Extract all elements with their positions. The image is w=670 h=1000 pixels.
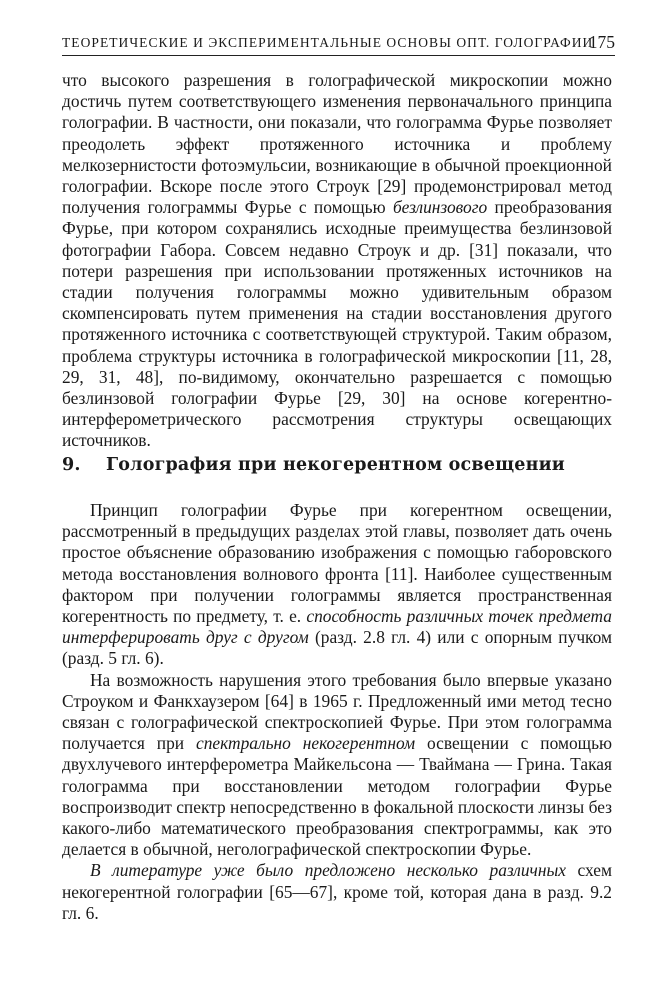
section-number: 9. — [62, 455, 81, 475]
section-text-block — [62, 500, 612, 924]
section-heading — [62, 455, 612, 475]
paragraph1-italic: способность различных точек предмета интерферировать друг с другом — [62, 606, 612, 648]
paragraph1-part1: Принцип голографии Фурье при когерентном освещении, рассмотренный в предыдущих разделах этой главы, позволяет дать очень простое объяснение образованию изображения с помощью габоровского метода восстановления волнового фронта [11]. Наиболее существенным фактором при получении голограммы является пространственная когерентность по предмету, т. е. — [62, 500, 612, 627]
continuation-paragraph — [62, 70, 612, 452]
continuation-text-part2: преобразования Фурье, при котором сохранялись исходные преимущества безлинзовой фотографии Габора. Совсем недавно Строук и др. [31] показали, что потери разрешения при использовании протяженных источников на стадии получения голограммы можно удивительным образом скомпенсировать путем применения на стадии восстановления другого протяженного источника с соответствующей структурой. Таким образом, проблема структуры источника в голографической микроскопии [11, 28, 29, 31, 48], по-видимому, окончательно разрешается с помощью безлинзовой голографии Фурье [29, 30] на основе когерентно-интерферометрического рассмотрения структуры освещающих источников. — [62, 197, 612, 451]
paragraph3-italic: В литературе уже было предложено несколько различных — [90, 860, 566, 881]
continuation-italic-term: безлинзового — [392, 197, 488, 218]
paragraph2-italic: спектрально некогерентном — [196, 733, 416, 754]
paragraph-violation — [62, 670, 612, 861]
continuation-text-part1: что высокого разрешения в голографической микроскопии можно достичь путем соответствующего изменения первоначального принципа голографии. В частности, они показали, что голограмма Фурье позволяет преодолеть эффект протяженного источника и проблему мелкозернистости фотоэмульсии, возникающие в обычной проекционной голографии. Вскоре после этого Строук [29] продемонстрировал метод получения голограммы Фурье с помощью — [62, 70, 612, 218]
page-number: 175 — [588, 32, 615, 52]
running-header — [62, 33, 615, 56]
paragraph2-part2: освещении с помощью двухлучевого интерферометра Майкельсона — Тваймана — Грина. Такая голограмма при восстановлении методом голографии Фурье воспроизводит спектр непосредственно в фокальной плоскости линзы без какого-либо математического преобразования спектрограммы, как это делается в обычной, неголографической спектроскопии Фурье. — [62, 733, 612, 860]
paragraph-literature — [62, 860, 612, 924]
continuation-text-block — [62, 70, 612, 452]
running-title: ТЕОРЕТИЧЕСКИЕ И ЭКСПЕРИМЕНТАЛЬНЫЕ ОСНОВЫ ОПТ. ГОЛОГРАФИИ — [62, 35, 594, 50]
paragraph-principle — [62, 500, 612, 670]
paragraph2-part1: На возможность нарушения этого требования было впервые указано Строуком и Фанкхаузером [64] в 1965 г. Предложенный ими метод тесно связан с голографической спектроскопией Фурье. При этом голограмма получается при — [62, 669, 612, 754]
paragraph3-part1: схем некогерентной голографии [65—67], кроме той, которая дана в разд. 9.2 гл. 6. — [62, 860, 612, 923]
paragraph1-part2: (разд. 2.8 гл. 4) или с опорным пучком (разд. 5 гл. 6). — [62, 627, 612, 669]
section-title: Голография при некогерентном освещении — [106, 455, 565, 475]
